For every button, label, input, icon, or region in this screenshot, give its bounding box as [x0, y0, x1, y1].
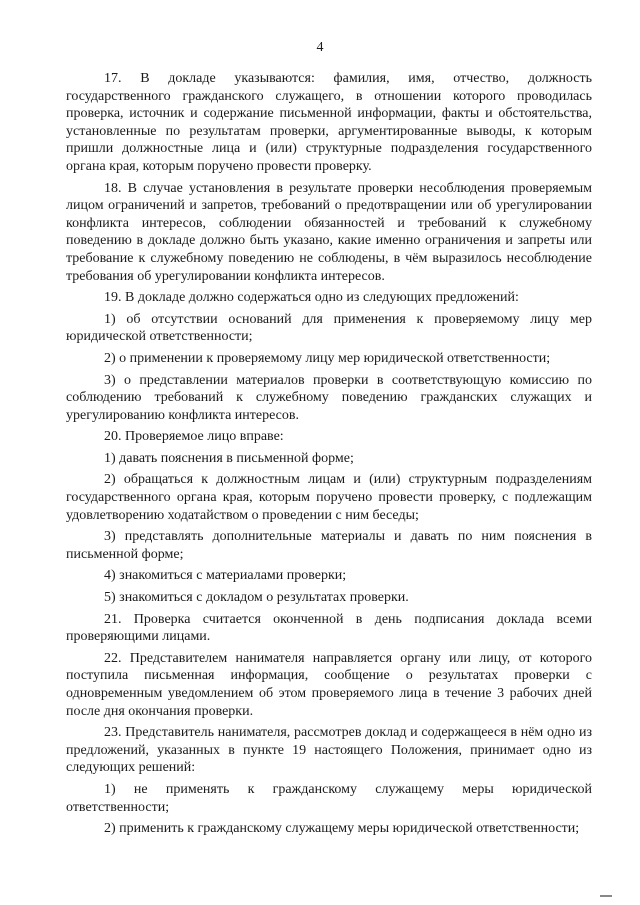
- paragraph-23: 23. Представитель нанимателя, рассмотрев доклад и содержащееся в нём одно из предложений, указанных в пункте 19 настоящего Положения, принимает одно из следующих решений:: [66, 725, 592, 776]
- page-number: 4: [316, 40, 324, 55]
- paragraph-20-item-3: 3) представлять дополнительные материалы и давать по ним пояснения в письменной форме;: [66, 529, 592, 562]
- paragraph-19-item-2: 2) о применении к проверяемому лицу мер юридической ответственности;: [104, 350, 551, 366]
- paragraph-21: 21. Проверка считается оконченной в день подписания доклада всеми проверяющими лицами.: [66, 611, 592, 645]
- paragraph-20-item-1: 1) давать пояснения в письменной форме;: [104, 450, 354, 466]
- scan-mark: [600, 891, 612, 897]
- paragraph-22: 22. Представителем нанимателя направляется органу или лицу, от которого поступила письменная информация, сообщение о результатах проверки с одновременным уведомлением об этом проверяемого лица в течение 3 рабочих дней после дня окончания проверки.: [66, 650, 592, 719]
- paragraph-18: 18. В случае установления в результате проверки несоблюдения проверяемым лицом ограничений и запретов, требований о предотвращении или об урегулировании конфликта интересов, соблюдении обязанностей и требований к служебному поведению в докладе должно быть указано, какие именно ограничения и запреты или требование к служебному поведению не соблюдены, в чём выразилось несоблюдение требования об урегулировании конфликта интересов.: [66, 180, 592, 284]
- paragraph-20-item-2: 2) обращаться к должностным лицам и (или) структурным подразделениям государственного органа края, которым поручено провести проверку, с подлежащим удовлетворению ходатайством о проведении с ним беседы;: [66, 472, 592, 523]
- paragraph-19: 19. В докладе должно содержаться одно из следующих предложений:: [104, 290, 519, 306]
- paragraph-17: 17. В докладе указываются: фамилия, имя, отчество, должность государственного гражданского служащего, в отношении которого проводилась проверка, источник и содержание письменной информации, факты и обстоятельства, установленные по результатам проверки, аргументированные выводы, к которым пришли должностные лица и (или) структурные подразделения государственного органа края, которым поручено провести проверку.: [66, 71, 592, 174]
- paragraph-20: 20. Проверяемое лицо вправе:: [104, 429, 284, 445]
- paragraph-23-item-1: 1) не применять к гражданскому служащему меры юридической ответственности;: [66, 781, 592, 815]
- paragraph-23-item-2: 2) применить к гражданскому служащему меры юридической ответственности;: [104, 821, 580, 837]
- paragraph-20-item-4: 4) знакомиться с материалами проверки;: [104, 568, 347, 584]
- document-body: [66, 70, 592, 842]
- paragraph-19-item-1: 1) об отсутствии оснований для применения к проверяемому лицу мер юридической ответственности;: [66, 311, 592, 345]
- paragraph-19-item-3: 3) о представлении материалов проверки в соответствующую комиссию по соблюдению требований к служебному поведению гражданских служащих и урегулированию конфликта интересов.: [66, 372, 592, 423]
- paragraph-20-item-5: 5) знакомиться с докладом о результатах проверки.: [104, 590, 409, 606]
